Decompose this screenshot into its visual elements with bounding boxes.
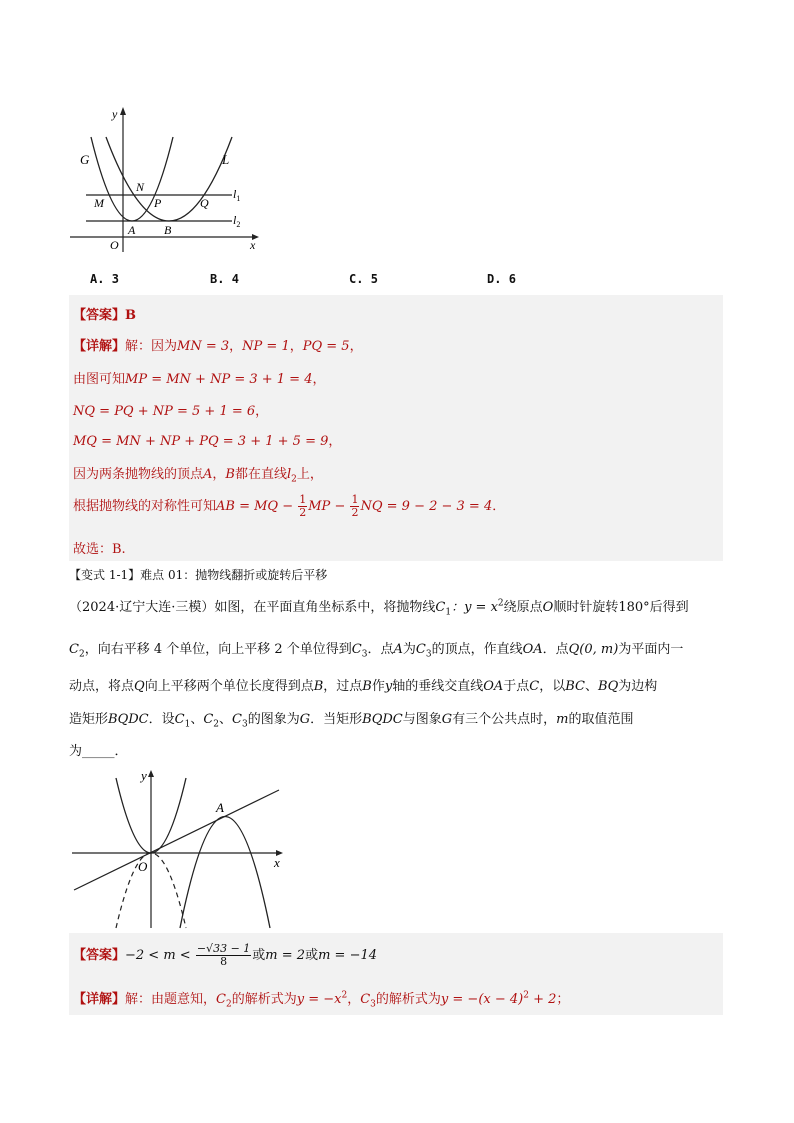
fig1-label-y: y: [112, 107, 118, 121]
variant-line-3: 动点，将点Q向上平移两个单位长度得到点B，过点B作y轴的垂线交直线OA于点C，以BC、BQ为边构: [69, 679, 658, 694]
fig2-label-O: O: [138, 859, 148, 874]
parabola-figure-1: [66, 100, 266, 258]
fig1-label-O: O: [110, 238, 119, 252]
variant-line-1: （2024·辽宁大连·三模）如图，在平面直角坐标系中，将抛物线$C_1$：$y = x^2$绕原点O顺时针旋转180°后得到: [69, 598, 689, 618]
fig2-label-A: A: [216, 800, 224, 815]
detail-1-line-1: 【详解】解：因为MN = 3，NP = 1，PQ = 5，: [73, 339, 363, 354]
fig1-label-l2: $l_2$: [233, 213, 241, 229]
fig1-label-B: B: [164, 223, 172, 237]
answer-1: 【答案】B: [73, 308, 137, 323]
option-a[interactable]: A. 3: [90, 272, 119, 286]
detail-1-line-3: NQ = PQ + NP = 5 + 1 = 6，: [73, 404, 269, 419]
variant-line-4: 造矩形BQDC．设$C_1$、$C_2$、$C_3$的图象为G．当矩形BQDC与图象G有三个公共点时，m的取值范围: [69, 712, 634, 730]
fig1-label-M: M: [94, 196, 104, 210]
fig1-label-N: N: [136, 180, 145, 194]
fig1-label-A: A: [128, 223, 136, 237]
fig1-label-Q: Q: [200, 196, 209, 210]
variant-title: 【变式 1-1】难点 01：抛物线翻折或旋转后平移: [69, 568, 328, 582]
variant-line-5: 为_____．: [69, 744, 128, 759]
option-c[interactable]: C. 5: [349, 272, 378, 286]
detail-2-line-1: 【详解】解：由题意知，$C_2$的解析式为$y = -x^2$，$C_3$的解析式为$y = -(x - 4)^2 + 2$；: [73, 990, 570, 1010]
detail-1-line-7: 故选：B.: [73, 542, 126, 557]
answer-2: 【答案】−2 < m < $\frac{-√33 - 1}{8}$ 或m = 2或m = −14: [73, 942, 377, 968]
fig1-label-P: P: [154, 196, 162, 210]
detail-1-line-5: 因为两条抛物线的顶点A，B都在直线$l_2$上，: [73, 467, 323, 485]
fig1-label-l1: $l_1$: [233, 187, 241, 203]
option-b[interactable]: B. 4: [210, 272, 239, 286]
parabola-figure-2: [68, 766, 288, 930]
detail-1-line-6: 根据抛物线的对称性可知AB = MQ − $\frac{1}{2}$ MP − $\frac{1}{2}$ NQ = 9 − 2 − 3 = 4．: [73, 493, 506, 519]
fig2-label-y: y: [141, 768, 147, 783]
fig1-label-G: G: [80, 152, 90, 167]
fig2-label-x: x: [274, 855, 280, 870]
variant-line-2: $C_2$，向右平移 4 个单位，向上平移 2 个单位得到$C_3$．点A为$C_3$的顶点，作直线OA．点Q(0, m)为平面内一: [69, 642, 684, 660]
detail-1-line-2: 由图可知MP = MN + NP = 3 + 1 = 4，: [73, 372, 326, 387]
option-d[interactable]: D. 6: [487, 272, 516, 286]
fig1-label-L: L: [222, 152, 230, 167]
detail-1-line-4: MQ = MN + NP + PQ = 3 + 1 + 5 = 9，: [73, 434, 342, 449]
fig1-label-x: x: [250, 238, 256, 252]
